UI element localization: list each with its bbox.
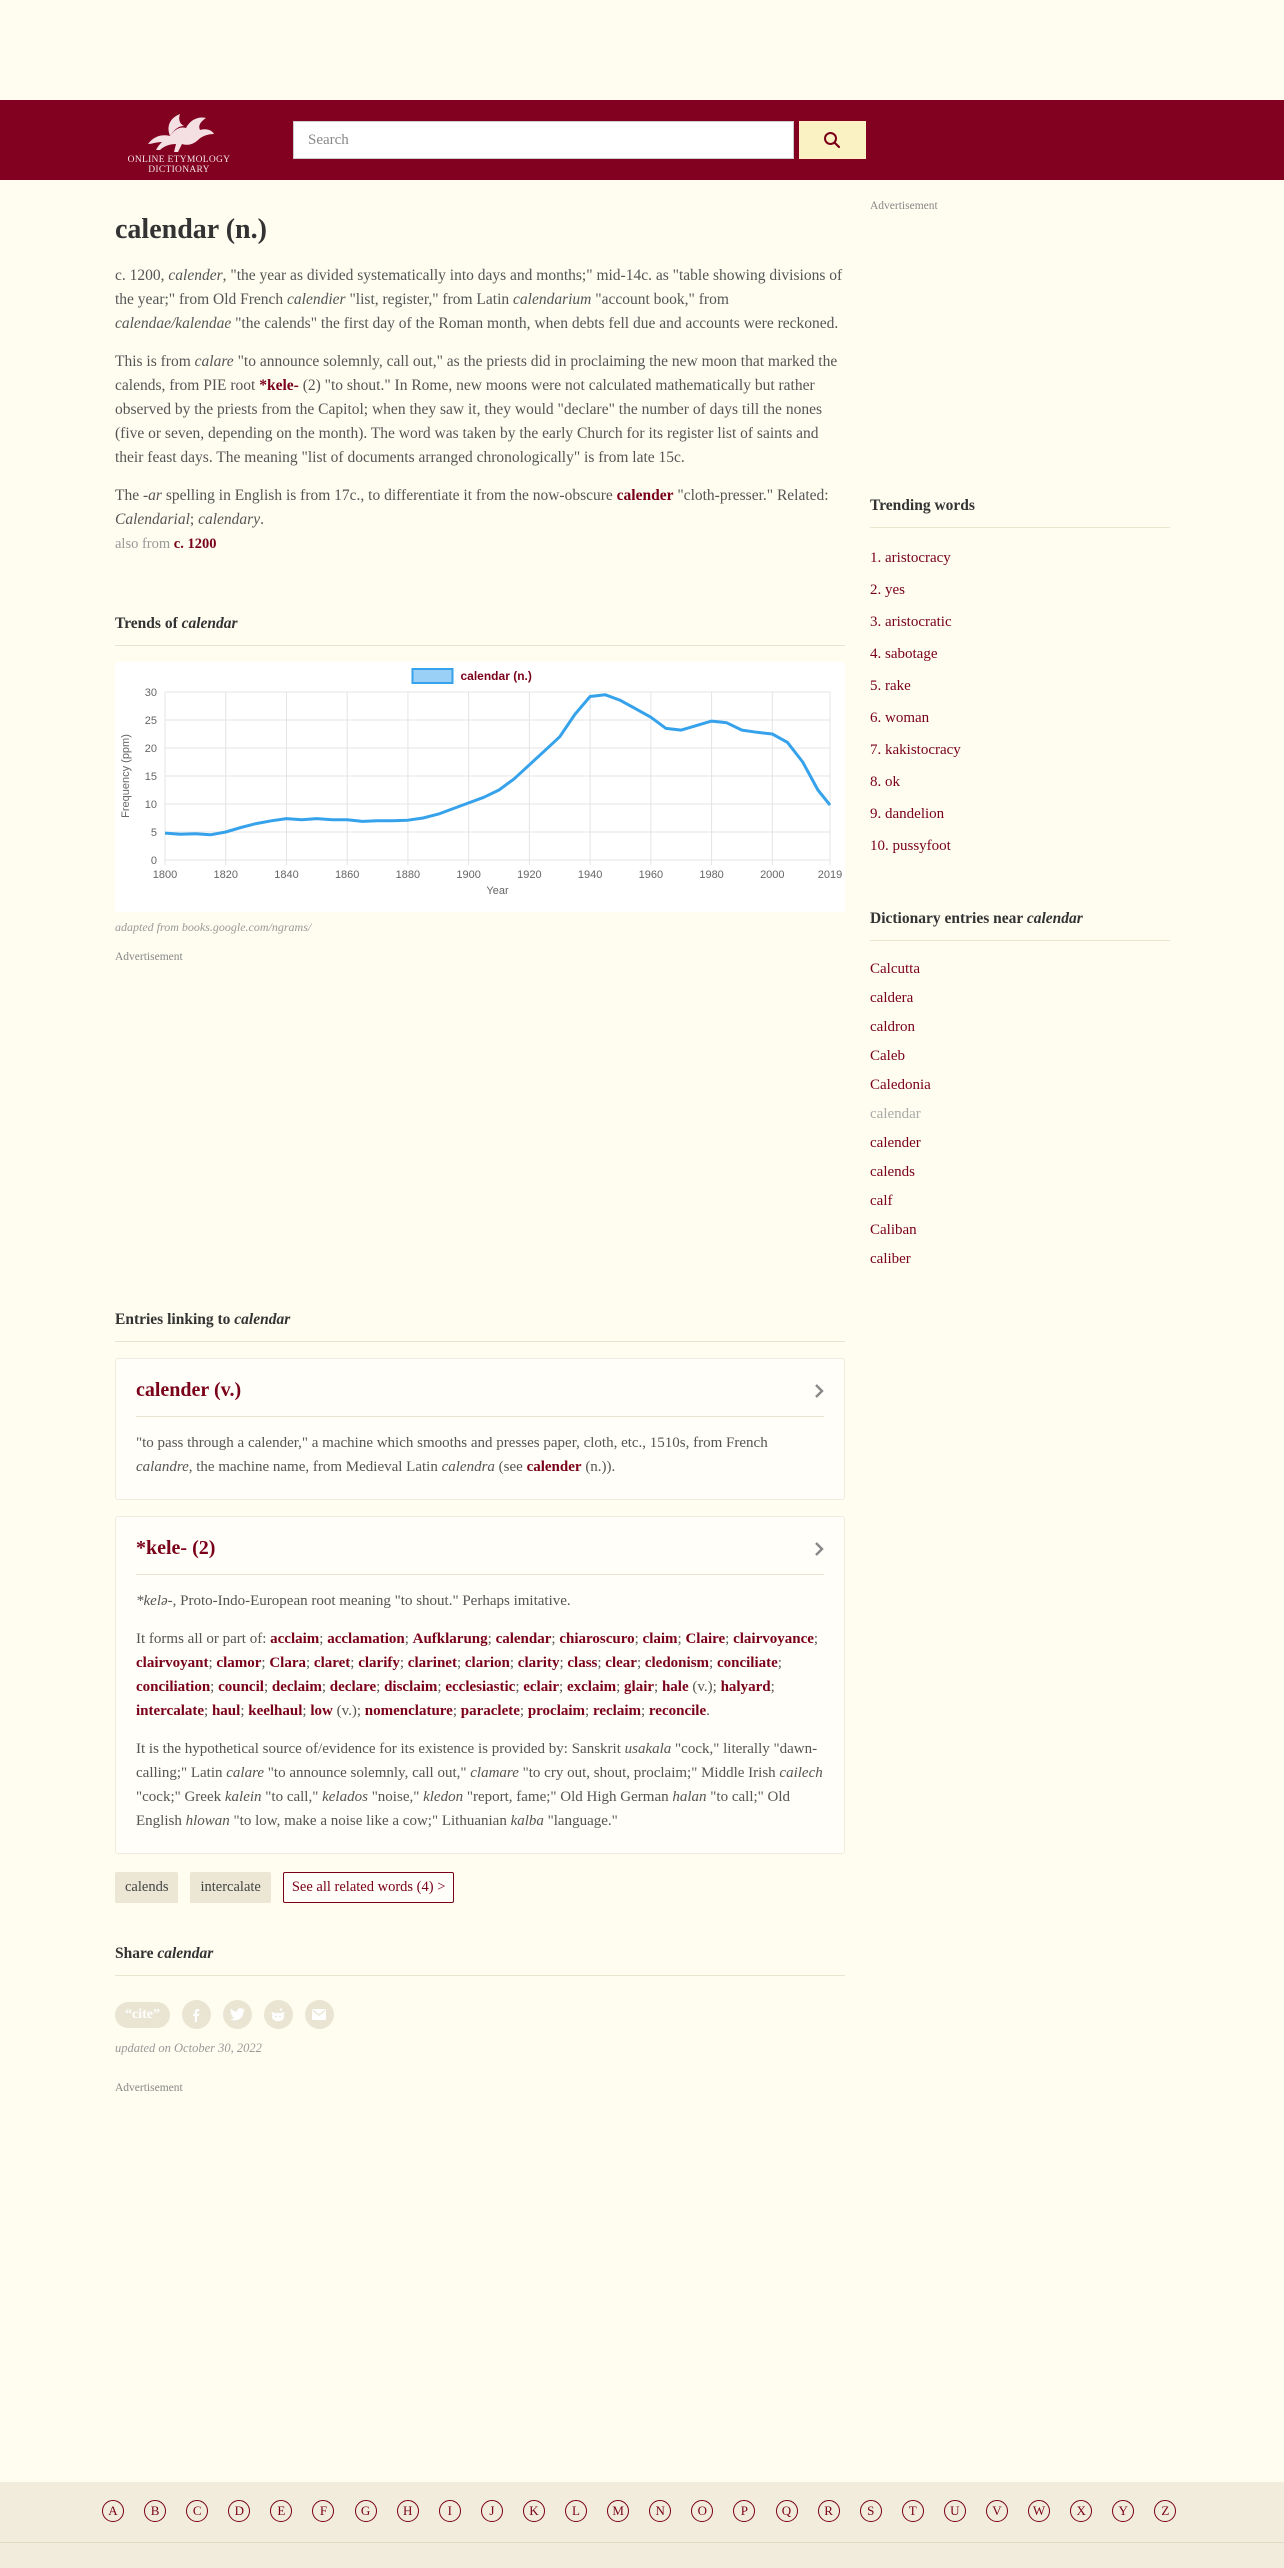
definition-paragraph	[115, 484, 845, 532]
text-segment: ;	[509, 1655, 518, 1671]
y-tick-label: 30	[144, 687, 157, 699]
legend-label[interactable]: calendar (n.)	[460, 669, 532, 683]
letter-link[interactable]: E	[270, 2500, 292, 2522]
entry-link[interactable]: Claire	[685, 1631, 726, 1647]
linking-card[interactable]	[115, 1358, 845, 1500]
alphabet-nav	[102, 2500, 1176, 2522]
entry-link[interactable]: acclamation	[327, 1631, 405, 1647]
chart-source[interactable]: adapted from books.google.com/ngrams/	[115, 920, 312, 934]
italic-term: cailech	[779, 1765, 823, 1781]
text-segment: (v.);	[688, 1679, 721, 1695]
trends-heading-word: calendar	[181, 615, 238, 632]
letter-link[interactable]: L	[565, 2500, 587, 2522]
definition-paragraph	[115, 264, 845, 336]
footer	[0, 2482, 1284, 2568]
text-segment: "report, fame;" Old High German	[463, 1789, 673, 1805]
advertisement-label: Advertisement	[115, 951, 183, 963]
text-segment: "to cry out, shout, proclaim;" Middle Irish	[518, 1765, 780, 1781]
linking-card-paragraph	[136, 1589, 824, 1613]
italic-term: calendarium	[513, 291, 592, 308]
entry-link[interactable]: ecclesiastic	[445, 1679, 516, 1695]
text-segment: ;	[204, 1703, 212, 1719]
y-tick-label: 20	[144, 743, 157, 755]
letter-link[interactable]: Y	[1112, 2500, 1134, 2522]
see-all-related-button[interactable]: See all related words (4) >	[283, 1872, 455, 1903]
entry-link[interactable]: reconcile	[648, 1703, 707, 1719]
near-entry-item[interactable]: Caliban	[870, 1222, 917, 1238]
letter-link[interactable]: X	[1070, 2500, 1092, 2522]
trending-item[interactable]: 9. dandelion	[870, 806, 945, 822]
near-entry-item[interactable]: Caledonia	[870, 1077, 931, 1093]
chevron-right-icon[interactable]	[814, 1542, 824, 1556]
text-segment: ;	[404, 1631, 413, 1647]
text-segment: ;	[654, 1679, 662, 1695]
y-tick-label: 5	[150, 827, 157, 839]
text-segment: ;	[376, 1679, 385, 1695]
entry-link[interactable]: haul	[211, 1703, 241, 1719]
trending-item[interactable]: 6. woman	[870, 710, 930, 726]
trending-item[interactable]: 3. aristocratic	[870, 614, 952, 630]
near-entry-item: calendar	[870, 1106, 921, 1122]
linking-card-paragraph	[136, 1737, 824, 1833]
text-segment: ;	[261, 1655, 270, 1671]
entry-link[interactable]: clairvoyant	[136, 1655, 209, 1671]
text-segment: "cock," literally "dawn-calling;" Latin	[136, 1741, 818, 1781]
entry-link[interactable]: acclaim	[270, 1631, 320, 1647]
text-segment: ;	[770, 1679, 775, 1695]
letter-link[interactable]: F	[312, 2500, 334, 2522]
text-segment: ;	[641, 1703, 649, 1719]
text-segment: (see	[494, 1459, 527, 1475]
letter-link[interactable]: G	[355, 2500, 377, 2522]
text-segment: ;	[677, 1631, 686, 1647]
text-segment: ;	[437, 1679, 446, 1695]
letter-link[interactable]: P	[733, 2500, 755, 2522]
linking-heading-word: calendar	[234, 1311, 291, 1328]
text-segment: ;	[456, 1655, 465, 1671]
text-segment: ;	[634, 1631, 643, 1647]
x-tick-label: 1880	[395, 869, 421, 881]
related-tags	[115, 1872, 845, 1903]
linking-card-header[interactable]	[136, 1379, 824, 1417]
letter-link[interactable]: Q	[776, 2500, 798, 2522]
text-segment: ;	[559, 1655, 568, 1671]
chevron-right-icon[interactable]	[814, 1384, 824, 1398]
trending-item[interactable]: 1. aristocracy	[870, 550, 951, 566]
entry-link[interactable]: conciliate	[716, 1655, 778, 1671]
italic-term: kalein	[224, 1789, 262, 1805]
entry-link[interactable]: paraclete	[460, 1703, 520, 1719]
letter-link[interactable]: V	[986, 2500, 1008, 2522]
reddit-icon[interactable]	[264, 2000, 293, 2029]
entry-link[interactable]: clarify	[358, 1655, 400, 1671]
entry-link[interactable]: claret	[313, 1655, 351, 1671]
text-segment: (n.)).	[581, 1459, 616, 1475]
text-segment: ;	[585, 1703, 593, 1719]
text-segment: ;	[452, 1703, 461, 1719]
trends-chart	[115, 662, 845, 912]
entry-link[interactable]: declare	[329, 1679, 377, 1695]
share-row	[115, 2000, 845, 2029]
text-segment: ;	[302, 1703, 311, 1719]
text-segment: "to announce solemnly, call out,"	[264, 1765, 471, 1781]
entry-link[interactable]: clairvoyance	[733, 1631, 814, 1647]
text-segment: (v.);	[332, 1703, 365, 1719]
italic-term: calender	[168, 267, 223, 284]
share-heading-prefix: Share	[115, 1945, 154, 1962]
entry-link[interactable]: claim	[642, 1631, 678, 1647]
entry-link[interactable]: council	[218, 1679, 264, 1695]
letter-link[interactable]: W	[1028, 2500, 1050, 2522]
italic-term: calare	[194, 353, 234, 370]
near-entry-item[interactable]: caliber	[870, 1251, 911, 1267]
logo-text: ONLINE ETYMOLOGY DICTIONARY	[127, 155, 231, 175]
x-tick-label: 2000	[760, 869, 785, 881]
text-segment: ;	[616, 1679, 625, 1695]
linking-card-title[interactable]: *kele- (2)	[136, 1537, 216, 1559]
share-heading-word: calendar	[157, 1945, 214, 1962]
entry-link[interactable]: hale	[661, 1679, 689, 1695]
sidebar	[870, 200, 1170, 1274]
text-segment: ;	[597, 1655, 606, 1671]
entry-link[interactable]: cledonism	[644, 1655, 710, 1671]
linking-card-header[interactable]	[136, 1537, 824, 1575]
entry-link[interactable]: clarinet	[407, 1655, 457, 1671]
trending-item[interactable]: 8. ok	[870, 774, 900, 790]
x-tick-label: 1900	[456, 869, 481, 881]
letter-link[interactable]: T	[902, 2500, 924, 2522]
text-segment: ;	[487, 1631, 496, 1647]
entry-link[interactable]: clarion	[464, 1655, 510, 1671]
letter-link[interactable]: H	[397, 2500, 419, 2522]
letter-link[interactable]: K	[523, 2500, 545, 2522]
near-entry-item[interactable]: caldron	[870, 1019, 915, 1035]
trends-heading	[115, 615, 845, 646]
text-segment: "to call;" Old English	[136, 1789, 791, 1829]
text-segment: .	[706, 1703, 710, 1719]
letter-link[interactable]: N	[649, 2500, 671, 2522]
y-tick-label: 15	[144, 771, 157, 783]
legend-swatch	[413, 669, 453, 683]
x-tick-label: 1980	[699, 869, 724, 881]
trends-chart-svg	[115, 662, 845, 912]
italic-term: -ar	[142, 487, 162, 504]
italic-term: calendary	[198, 511, 261, 528]
x-tick-label: 1840	[274, 869, 299, 881]
near-list	[870, 955, 1170, 1274]
entry-link[interactable]: *kele-	[259, 377, 299, 394]
advertisement-label-bottom: Advertisement	[115, 2082, 183, 2094]
also-from	[115, 536, 845, 553]
entry-link[interactable]: intercalate	[136, 1703, 205, 1719]
text-segment: ;	[240, 1703, 249, 1719]
entry-link[interactable]: Clara	[269, 1655, 306, 1671]
letter-link[interactable]: C	[186, 2500, 208, 2522]
text-segment: It is the hypothetical source of/evidence for its existence is provided by: Sanskrit	[136, 1741, 625, 1757]
italic-term: kledon	[423, 1789, 464, 1805]
entry-link[interactable]: glair	[624, 1679, 655, 1695]
letter-link[interactable]: A	[102, 2500, 124, 2522]
letter-link[interactable]: S	[860, 2500, 882, 2522]
letter-link[interactable]: J	[481, 2500, 503, 2522]
linking-card-title[interactable]: calender (v.)	[136, 1379, 242, 1401]
also-from-value[interactable]: c. 1200	[173, 536, 217, 552]
linking-card-paragraph	[136, 1627, 824, 1723]
text-segment: ;	[306, 1655, 314, 1671]
text-segment: ;	[210, 1679, 219, 1695]
italic-term: usakala	[624, 1741, 672, 1757]
letter-link[interactable]: Z	[1154, 2500, 1176, 2522]
entry-link[interactable]: calendar	[495, 1631, 552, 1647]
text-segment: ;	[709, 1655, 717, 1671]
text-segment: This is from	[115, 353, 195, 370]
entry-link[interactable]: disclaim	[384, 1679, 438, 1695]
letter-link[interactable]: M	[607, 2500, 629, 2522]
text-segment: The	[115, 487, 143, 504]
entry-title: calendar (n.)	[115, 214, 267, 245]
trends-heading-prefix: Trends of	[115, 615, 178, 632]
x-tick-label: 2019	[817, 869, 843, 881]
tag-intercalate[interactable]: intercalate	[190, 1872, 270, 1903]
text-segment: ;	[399, 1655, 408, 1671]
entry-link[interactable]: proclaim	[527, 1703, 586, 1719]
text-segment: ;	[189, 511, 199, 528]
entry-link[interactable]: Aufklarung	[412, 1631, 488, 1647]
text-segment: ;	[777, 1655, 782, 1671]
near-entry-item[interactable]: caldera	[870, 990, 914, 1006]
text-segment: , Proto-Indo-European root meaning "to shout." Perhaps imitative.	[172, 1593, 571, 1609]
entry-link[interactable]: chiaroscuro	[559, 1631, 635, 1647]
twitter-icon[interactable]	[223, 2000, 252, 2029]
footer-divider	[0, 2542, 1284, 2543]
text-segment: ;	[208, 1655, 217, 1671]
main-content	[115, 200, 845, 2094]
near-entry-item[interactable]: calf	[870, 1193, 893, 1209]
text-segment: "language."	[543, 1813, 618, 1829]
trending-item[interactable]: 5. rake	[870, 678, 911, 694]
y-tick-label: 25	[144, 715, 157, 727]
text-segment: ;	[319, 1631, 328, 1647]
text-segment: .	[260, 511, 264, 528]
entry-link[interactable]: clear	[605, 1655, 637, 1671]
x-tick-label: 1940	[577, 869, 603, 881]
italic-term: calendier	[287, 291, 346, 308]
cite-button[interactable]: “cite”	[115, 2002, 170, 2028]
trending-list	[870, 542, 1170, 862]
letter-link[interactable]: D	[228, 2500, 250, 2522]
x-tick-label: 1920	[517, 869, 542, 881]
italic-term: calendae/kalendae	[115, 315, 232, 332]
text-segment: ;	[515, 1679, 524, 1695]
entry-link[interactable]: declaim	[271, 1679, 322, 1695]
italic-term: calare	[226, 1765, 265, 1781]
linking-heading	[115, 1311, 845, 1342]
trending-item[interactable]: 2. yes	[870, 582, 905, 598]
letter-link[interactable]: R	[818, 2500, 840, 2522]
linking-heading-prefix: Entries linking to	[115, 1311, 231, 1328]
text-segment: "cock;" Greek	[136, 1789, 225, 1805]
text-segment: ;	[551, 1631, 560, 1647]
site-logo[interactable]	[100, 110, 258, 175]
text-segment: ;	[636, 1655, 645, 1671]
text-segment: "cloth-presser." Related:	[673, 487, 829, 504]
entry-link[interactable]: nomenclature	[364, 1703, 453, 1719]
letter-link[interactable]: O	[691, 2500, 713, 2522]
text-segment: spelling in English is from 17c., to differentiate it from the now-obscure	[161, 487, 617, 504]
text-segment: ;	[263, 1679, 272, 1695]
text-segment: c. 1200,	[115, 267, 169, 284]
entry-link[interactable]: eclair	[523, 1679, 560, 1695]
linking-card[interactable]	[115, 1516, 845, 1854]
text-segment: , the machine name, from Medieval Latin	[188, 1459, 442, 1475]
sidebar-advertisement-label: Advertisement	[870, 200, 938, 212]
italic-term: calandre	[136, 1459, 189, 1475]
entry-link[interactable]: conciliation	[136, 1679, 211, 1695]
text-segment: "noise,"	[367, 1789, 424, 1805]
text-segment: "to pass through a calender," a machine which smooths and presses paper, cloth, etc., 1510s, from French	[136, 1435, 768, 1451]
definition-paragraph	[115, 350, 845, 470]
updated-date: updated on October 30, 2022	[115, 2041, 262, 2055]
trending-item[interactable]: 4. sabotage	[870, 646, 938, 662]
linking-card-paragraph	[136, 1431, 824, 1479]
x-tick-label: 1860	[334, 869, 360, 881]
facebook-icon[interactable]	[182, 2000, 211, 2029]
italic-term: Calendarial	[115, 511, 190, 528]
y-tick-label: 0	[150, 855, 157, 867]
text-segment: "to announce solemnly, call out," as the priests did in proclaiming the new moon that marked the calends, from PIE root	[115, 353, 838, 394]
near-entry-item[interactable]: calends	[870, 1164, 915, 1180]
trending-heading: Trending words	[870, 497, 1170, 528]
entry-link[interactable]: calender	[616, 487, 674, 504]
text-segment: ;	[725, 1631, 734, 1647]
entry-link[interactable]: low	[310, 1703, 333, 1719]
italic-term: clamare	[470, 1765, 519, 1781]
entry-link[interactable]: clamor	[216, 1655, 262, 1671]
text-segment: ;	[813, 1631, 819, 1647]
y-tick-label: 10	[144, 799, 157, 811]
italic-term: kalba	[510, 1813, 544, 1829]
text-segment: ;	[321, 1679, 330, 1695]
entry-link[interactable]: keelhaul	[248, 1703, 303, 1719]
near-heading-word: calendar	[1026, 910, 1083, 927]
letter-link[interactable]: U	[944, 2500, 966, 2522]
text-segment: , "the year as divided systematically into days and months;" mid-14c. as "table showing divisions of the year;" from Old French	[115, 267, 843, 308]
search-icon	[823, 131, 841, 149]
text-segment: ;	[559, 1679, 567, 1695]
near-heading	[870, 910, 1170, 941]
italic-term: kelados	[322, 1789, 368, 1805]
linking-cards	[115, 1358, 845, 1854]
entry-link[interactable]: class	[567, 1655, 598, 1671]
near-entry-item[interactable]: Caleb	[870, 1048, 905, 1064]
trending-item[interactable]: 10. pussyfoot	[870, 838, 951, 854]
text-segment: ;	[350, 1655, 359, 1671]
italic-term: hlowan	[185, 1813, 230, 1829]
pegasus-logo-icon	[140, 110, 218, 156]
near-entry-item[interactable]: calender	[870, 1135, 921, 1151]
search-button[interactable]	[799, 121, 866, 159]
text-segment: (2) "to shout." In Rome, new moons were not calculated mathematically but rather observed by the priests from the Capitol; when they saw it, they would "declare" the number of days till the nones (five or seven, depending on the month). The word was taken by the early Church for its register list of saints and their feast days. The meaning "list of documents arranged chronologically" is from late 15c.	[115, 377, 822, 466]
text-segment: "to low, make a noise like a cow;" Lithuanian	[229, 1813, 511, 1829]
text-segment: It forms all or part of:	[136, 1631, 271, 1647]
series-line-0	[165, 695, 830, 835]
trending-item[interactable]: 7. kakistocracy	[870, 742, 961, 758]
also-from-label: also from	[115, 536, 171, 552]
entry-link[interactable]: reclaim	[592, 1703, 641, 1719]
entry-link[interactable]: halyard	[720, 1679, 771, 1695]
text-segment: "account book," from	[591, 291, 729, 308]
search-input[interactable]	[293, 121, 794, 159]
x-tick-label: 1820	[213, 869, 238, 881]
y-axis-label: Frequency (ppm)	[120, 734, 132, 818]
italic-term: halan	[672, 1789, 707, 1805]
text-segment: ;	[519, 1703, 528, 1719]
near-heading-prefix: Dictionary entries near	[870, 910, 1023, 927]
text-segment: "to call,"	[261, 1789, 323, 1805]
text-segment: "the calends" the first day of the Roman month, when debts fell due and accounts were reckoned.	[231, 315, 839, 332]
italic-term: *kelə-	[136, 1593, 173, 1609]
near-entry-item[interactable]: Calcutta	[870, 961, 920, 977]
email-icon[interactable]	[305, 2000, 334, 2029]
italic-term: calendra	[441, 1459, 495, 1475]
letter-link[interactable]: I	[439, 2500, 461, 2522]
entry-link[interactable]: calender	[526, 1459, 582, 1475]
entry-link[interactable]: exclaim	[566, 1679, 617, 1695]
x-axis-label: Year	[486, 885, 509, 897]
x-tick-label: 1960	[638, 869, 664, 881]
text-segment: "list, register," from Latin	[345, 291, 514, 308]
tag-calends[interactable]: calends	[115, 1872, 178, 1903]
share-heading	[115, 1945, 845, 1976]
entry-definition	[115, 264, 845, 532]
letter-link[interactable]: B	[144, 2500, 166, 2522]
x-tick-label: 1800	[152, 869, 178, 881]
entry-link[interactable]: clarity	[517, 1655, 560, 1671]
